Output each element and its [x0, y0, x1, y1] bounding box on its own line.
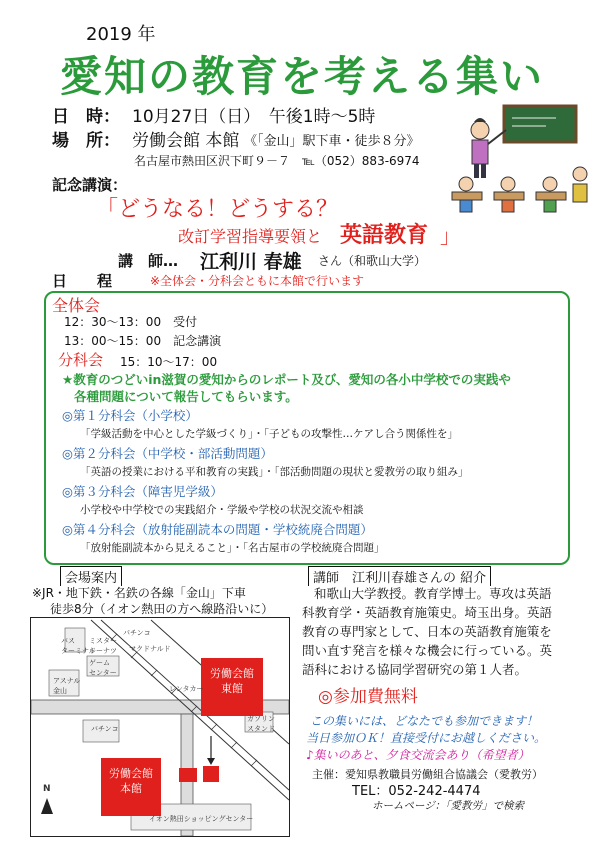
breakout-description-1: ★教育のつどいin滋賀の愛知からのレポート及び、愛知の各小中学校での実践や [62, 372, 511, 387]
map-label: アスナル 金山 [53, 677, 81, 695]
venue-line-2: 徒歩8分（イオン熱田の方へ線路沿いに） [50, 602, 274, 616]
plenary-row-2: 13：00～15：00 記念講演 [64, 334, 222, 348]
map-label: ガソリン スタンド [247, 715, 275, 733]
speaker-bio-line: 科教育学・英語教育施策史。埼玉出身。英語 [302, 605, 553, 620]
map-label: パチンコ [123, 629, 151, 637]
venue-heading: 会場案内 [60, 566, 122, 586]
schedule-note: ※全体会・分科会ともに本館で行います [150, 274, 365, 288]
map-label: レンタカー [169, 685, 204, 693]
homepage-note: ホームページ：「愛教労」で検索 [372, 800, 525, 812]
speaker-name: 江利川 春雄 [200, 251, 302, 273]
date-value: 10月27日（日） 午後1時～5時 [132, 107, 376, 127]
breakout-title: 分科会 [58, 351, 104, 369]
lecture-title-line2b: 英語教育 [340, 223, 429, 248]
session-detail: 小学校や中学校での実践紹介・学級や学校の状況交流や相談 [80, 504, 364, 516]
map-building-east: 労働会館 東館 [201, 658, 263, 716]
plenary-title: 全体会 [52, 296, 101, 315]
lecture-title-line2c: 」 [440, 224, 460, 248]
year-label: 2019 年 [86, 24, 156, 45]
plenary-row-1: 12：30～13：00 受付 [64, 315, 198, 329]
speaker-bio-line: 和歌山大学教授。教育学博士。専攻は英語 [314, 586, 552, 601]
lecture-title-line2a: 改訂学習指導要領と [178, 227, 323, 246]
speaker-bio-line: 語科における協同学習研究の第１人者。 [302, 662, 528, 677]
session-detail: 「放射能副読本から見えること」・「名古屋市の学校統廃合問題」 [80, 542, 385, 554]
map-building-main: 労働会館 本館 [101, 758, 161, 816]
session-detail: 「英語の授業における平和教育の実践」・「部活動問題の現状と愛教労の取り組み」 [80, 466, 469, 478]
reception-note: ♪集いのあと、夕食交流会あり（希望者） [306, 748, 530, 762]
speaker-prefix: 講 師… [118, 252, 179, 270]
breakout-description-2: 各種問題について報告してもらいます。 [74, 389, 298, 404]
map-label: イオン熱田ショッピングセンター [149, 815, 254, 823]
invite-line-2: 当日参加ＯＫ！直接受付にお越しください。 [306, 731, 547, 745]
speaker-bio-line: 問い直す発言を様々な機会に行っている。英 [302, 643, 553, 658]
north-marker: N [43, 784, 51, 794]
speaker-affiliation: さん（和歌山大学） [318, 254, 427, 268]
session-title: ◎第３分科会（障害児学級） [62, 484, 223, 499]
lecture-title-line1: 「どうなる！どうする？ [96, 197, 339, 222]
page-title: 愛知の教育を考える集い [60, 52, 545, 101]
map-label: バス ターミナル [61, 637, 96, 655]
speaker-bio-line: 教育の専門家として、日本の英語教育施策を [302, 624, 552, 639]
session-title: ◎第４分科会（放射能副読本の問題・学校統廃合問題） [62, 522, 373, 537]
speaker-profile-heading: 講師 江利川春雄さんの 紹介 [308, 566, 491, 586]
map-label: マクドナルド [129, 645, 171, 653]
phone-number: TEL：052-242-4474 [352, 784, 481, 799]
classroom-illustration [446, 100, 596, 220]
place-note: 《「金山」駅下車・徒歩８分》 [244, 134, 420, 149]
fee-label: ◎参加費無料 [318, 687, 418, 707]
date-label: 日 時： [52, 107, 120, 127]
place-label: 場 所： [52, 131, 120, 151]
organizer: 主催：愛知県教職員労働組合協議会（愛教労） [312, 768, 543, 781]
breakout-time: 15：10～17：00 [120, 355, 218, 369]
map-label: バチンコ [91, 725, 119, 733]
lecture-label: 記念講演： [52, 176, 128, 194]
address: 名古屋市熱田区沢下町９－７ ℡（052）883-6974 [134, 154, 420, 168]
venue-line-1: ※JR・地下鉄・名鉄の各線「金山」下車 [32, 586, 246, 600]
session-detail: 「学級活動を中心とした学級づくり」・「子どもの攻撃性…ケアし合う関係性を」 [80, 428, 458, 440]
session-title: ◎第２分科会（中学校・部活動問題） [62, 446, 273, 461]
place-value: 労働会館 本館 [132, 131, 240, 151]
access-map [30, 617, 290, 837]
session-title: ◎第１分科会（小学校） [62, 408, 198, 423]
schedule-label: 日 程 [52, 272, 113, 290]
invite-line-1: この集いには、どなたでも参加できます！ [310, 714, 539, 728]
map-label: ミスター ドーナツ [89, 637, 117, 655]
map-label: ゲーム センター [89, 659, 117, 677]
